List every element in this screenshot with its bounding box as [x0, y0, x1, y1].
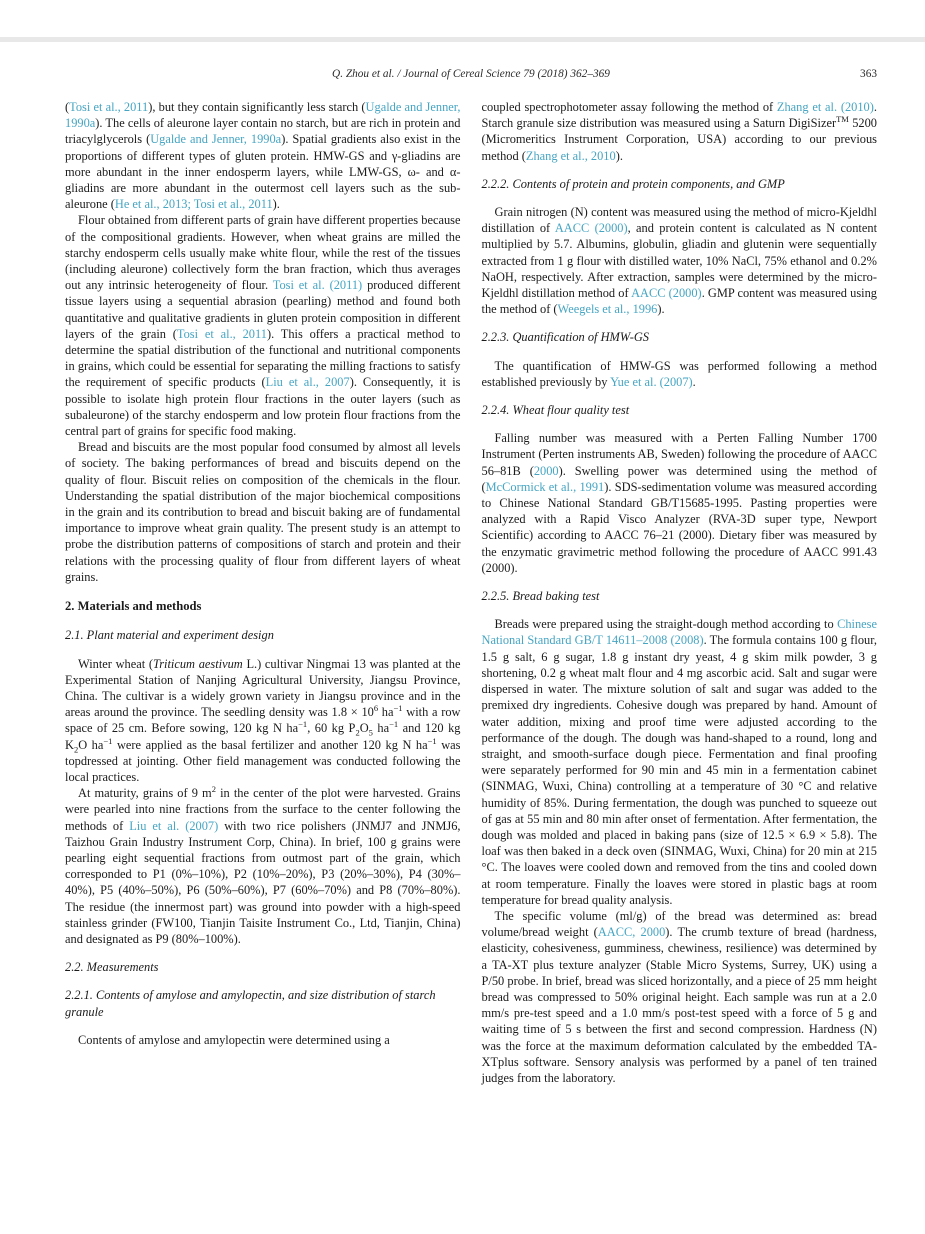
citation-link[interactable]: AACC (2000): [554, 221, 628, 236]
paragraph: coupled spectrophotometer assay following the method of Zhang et al. (2010). Starch granule size distribution was measured using a Saturn DigiSizer™ 5200 (Micromeritics Instrument Corporation, USA) according to our previous method (Zhang et al., 2010).: [481, 100, 877, 163]
italic-text: Triticum aestivum: [153, 656, 243, 671]
paragraph: Grain nitrogen (N) content was measured using the method of micro-Kjeldhl distillation of AACC (2000), and protein content is calculated as N content multiplied by 5.7. Albumins, globulin, gliadin and glutenin were sequentially extracted from 1 g flour with distilled water, 10% NaCl, 75% ethanol and 0.2% NaOH, respectively. After extraction, samples were determined by the micro-Kjeldhl distillation method of AACC (2000). GMP content was measured using the method of (Weegels et al., 1996).: [481, 205, 878, 317]
subsection-heading: 2.2.3. Quantification of HMW-GS: [481, 330, 649, 345]
superscript: −1: [298, 719, 308, 730]
citation-link[interactable]: Liu et al., 2007: [265, 375, 350, 390]
superscript: −1: [393, 702, 403, 713]
running-head: Q. Zhou et al. / Journal of Cereal Science 79 (2018) 362–369: [332, 68, 610, 80]
paragraph: At maturity, grains of 9 $m^2$ in the center of the plot were harvested. Grains were pearled into nine fractions from the surface to the center following the methods of Liu et al. (2007) with two rice polishers (JNMJ7 and JNMJ6, Taizhou Grain Industry Instrument Corp, China). In brief, 100 g grains were pearling eight sequential fractions from outmost part of the grain, which corresponded to P1 (0%–10%), P2 (10%–20%), P3 (20%–30%), P4 (30%–40%), P5 (40%–50%), P6 (50%–60%), P7 (60%–70%) and P8 (70%–80%). The residue (the innermost part) was ground into powder with a high-speed stainless grinder (FW100, Tianjin Taisite Instrument Co., Ltd, Tianjin, China) and designated as P9 (80%–100%).: [65, 784, 461, 946]
citation-link[interactable]: Weegels et al., 1996: [557, 302, 658, 317]
superscript: −1: [103, 735, 113, 746]
citation-link[interactable]: Zhang et al., 2010: [525, 148, 616, 163]
superscript: 6: [373, 702, 379, 713]
subscript: 5: [368, 727, 373, 738]
citation-link[interactable]: Yue et al. (2007): [610, 374, 693, 389]
citation-link[interactable]: McCormick et al., 1991: [485, 479, 605, 494]
paragraph: Flour obtained from different parts of grain have different properties because of the compositional gradients. However, when wheat grains are milled the starchy endosperm cells usually make white flour, while the rest of the tissues (including aleurone) collectively form the bran fraction, which thus averages out any intrinsic heterogeneity of flour. Tosi et al. (2011) produced different tissue layers using a sequential abrasion (pearling) method and found both quantitative and qualitative gradients in gluten protein composition in different layers of the grain (Tosi et al., 2011). This offers a practical method to determine the spatial distribution of the functional and nutritional components in grains, which could be essential for separating the milling fractions to satisfy the requirement of specific products (Liu et al., 2007). Consequently, it is possible to isolate high protein flour fractions in the outer layers (such as subaleurone) of the starchy endosperm and low protein flour fractions from the central part of grains for specific food making.: [65, 213, 461, 439]
subsection-heading: 2.2.1. Contents of amylose and amylopectin, and size distribution of starch granule: [65, 988, 436, 1019]
paragraph: (Tosi et al., 2011), but they contain significantly less starch (Ugalde and Jenner, 1990a). The cells of aleurone layer contain no starch, but are rich in protein and triacylglycerols (Ugalde and Jenner, 1990a). Spatial gradients also exist in the proportions of different types of gluten protein. HMW-GS and γ-gliadins are more abundant in the inner endosperm layers, while LMW-GS, ω- and α-gliadins are more abundant in the outermost cell layers such as the sub-aleurone (He et al., 2013; Tosi et al., 2011).: [65, 100, 461, 212]
paragraph: Contents of amylose and amylopectin were determined using a: [78, 1032, 390, 1047]
subsection-heading: 2.2.5. Bread baking test: [481, 589, 600, 604]
citation-link[interactable]: AACC, 2000: [597, 925, 666, 940]
subscript: 2: [73, 743, 79, 754]
superscript: 2: [211, 784, 216, 794]
paragraph: Breads were prepared using the straight-dough method according to Chinese National Standard GB/T 14611–2008 (2008). The formula contains 100 g flour, 1.5 g salt, 6 g sugar, 1.8 g instant dry yeast, 4 g skim milk powder, 3 g shortening, 0.2 g wheat malt flour and 4 mg ascorbic acid. Salt and sugar were dispersed in water. The mixture solution of salt and sugar was added to the premixed dry ingredients. Cohesive dough was prepared by hand. Amount of water addition, mixing and proof time were adjusted according to the performance of the dough. The dough was hand-shaped to a round, long and straight, and smooth-surface dough piece. Fermentation and final proofing were separately performed for 90 min and 45 min in a fermentation cabinet (SINMAG, Wuxi, China) controlling at a temperature of 30 °C and relative humidity of 85%. During fermentation, the dough was punched to squeeze out of gas at 55 min and 80 min after onset of fermentation. After fermentation, the dough was molded and placed in baking pans (size of 12.5 × 6.9 × 5.8). The loaf was then baked in a deck oven (SINMAG, Wuxi, China) for 20 min at 215 °C. The loaves were cooled down and removed from the tins and cooled down at room temperature. Finally the loaves were stored in plastic bags at room temperature for bread quality analysis.: [481, 617, 877, 907]
citation-link[interactable]: Liu et al. (2007): [129, 818, 219, 833]
paragraph: Winter wheat (Triticum aestivum L.) cultivar Ningmai 13 was planted at the Experimental Station of Nanjing Agricultural University, Jiangsu Province, China. The cultivar is a widely grown variety in Jiangsu province and in the areas around the province. The seedling density was $1.8 \times 10^6$ $ha^{-1}$ with a row space of 25 cm. Before sowing, 120 kg N $ha^{-1}$, 60 kg $P_2O_5$ $ha^{-1}$ and 120 kg $K_2O$ $ha^{-1}$ were applied as the basal fertilizer and another 120 kg N $ha^{-1}$ was topdressed at jointing. Other field management was conducted following the local practices.: [65, 656, 461, 784]
citation-link[interactable]: Ugalde and Jenner, 1990a: [65, 100, 461, 131]
subsection-heading: 2.2.4. Wheat flour quality test: [481, 403, 630, 418]
paragraph: Falling number was measured with a Perten Falling Number 1700 Instrument (Perten instruments AB, Sweden) following the procedure of AACC 56–81B (2000). Swelling power was determined using the method of (McCormick et al., 1991). SDS-sedimentation volume was measured according to Chinese National Standard GB/T15685-1995. Pasting properties were analyzed with a Rapid Visco Analyzer (RVA-3D super type, Newport Scientific) according to AACC 76–21 (2000). Dietary fiber was measured by the enzymatic gravimetric method following the procedure of AACC 991.43 (2000).: [481, 431, 877, 575]
citation-link[interactable]: He et al., 2013; Tosi et al., 2011: [114, 197, 273, 212]
article-body: [65, 99, 877, 1086]
top-divider-rule: [0, 37, 925, 42]
citation-link[interactable]: Chinese National Standard GB/T 14611–2008 (2008): [481, 617, 877, 648]
superscript: −1: [427, 735, 437, 746]
left-column: [65, 99, 461, 1086]
subsection-heading: 2.1. Plant material and experiment design: [65, 628, 274, 643]
subscript: 2: [355, 727, 360, 738]
citation-link[interactable]: 2000: [533, 463, 559, 478]
citation-link[interactable]: Tosi et al., 2011: [69, 100, 149, 114]
subsection-heading: 2.2. Measurements: [65, 960, 159, 975]
citation-link[interactable]: AACC (2000): [631, 286, 702, 301]
superscript: TM: [836, 114, 849, 125]
citation-link[interactable]: Zhang et al. (2010): [776, 100, 874, 114]
paragraph: Bread and biscuits are the most popular food consumed by almost all levels of society. The baking performances of bread and biscuits depend on the quality of flour. Biscuit relies on composition of the chemicals in the flour. Understanding the spatial distribution of the major biochemical compositions in the grain and its contribution to bread and biscuit baking are of fundamental importance to improve wheat grain quality. The present study is an attempt to probe the distribution patterns of compositions of starch and protein and their relations with the processing quality of flour from different layers of wheat grains.: [65, 440, 461, 584]
paragraph: The specific volume (ml/g) of the bread was determined as: bread volume/bread weight (AACC, 2000). The crumb texture of bread (hardness, elasticity, cohesiveness, gumminess, chewiness, resilience) was determined by a TA-XT plus texture analyzer (Stable Micro Systems, Surrey, UK) using a P/50 probe. In brief, bread was sliced horizontally, and a piece of 25 mm height bread was compressed to 50% original height. Each sample was run at a 2.0 mm/s pre-test speed and a 1.0 mm/s post-test speed with a force of 5 g and waiting time of 5 s between the first and second compression. Hardness (N) was the force at the maximum deformation calculated by the embedded TA-XTplus software. Sensory analysis was performed by a panel of ten trained judges from the laboratory.: [481, 908, 877, 1085]
right-column: [482, 99, 878, 1086]
section-heading: 2. Materials and methods: [65, 599, 202, 614]
paragraph: The quantification of HMW-GS was performed following a method established previously by Yue et al. (2007).: [481, 358, 877, 389]
page-number: 363: [860, 68, 877, 80]
citation-link[interactable]: Tosi et al. (2011): [272, 278, 363, 293]
subsection-heading: 2.2.2. Contents of protein and protein components, and GMP: [481, 176, 785, 191]
superscript: −1: [389, 719, 399, 730]
citation-link[interactable]: Tosi et al., 2011: [176, 326, 267, 341]
citation-link[interactable]: Ugalde and Jenner, 1990a: [150, 132, 282, 147]
